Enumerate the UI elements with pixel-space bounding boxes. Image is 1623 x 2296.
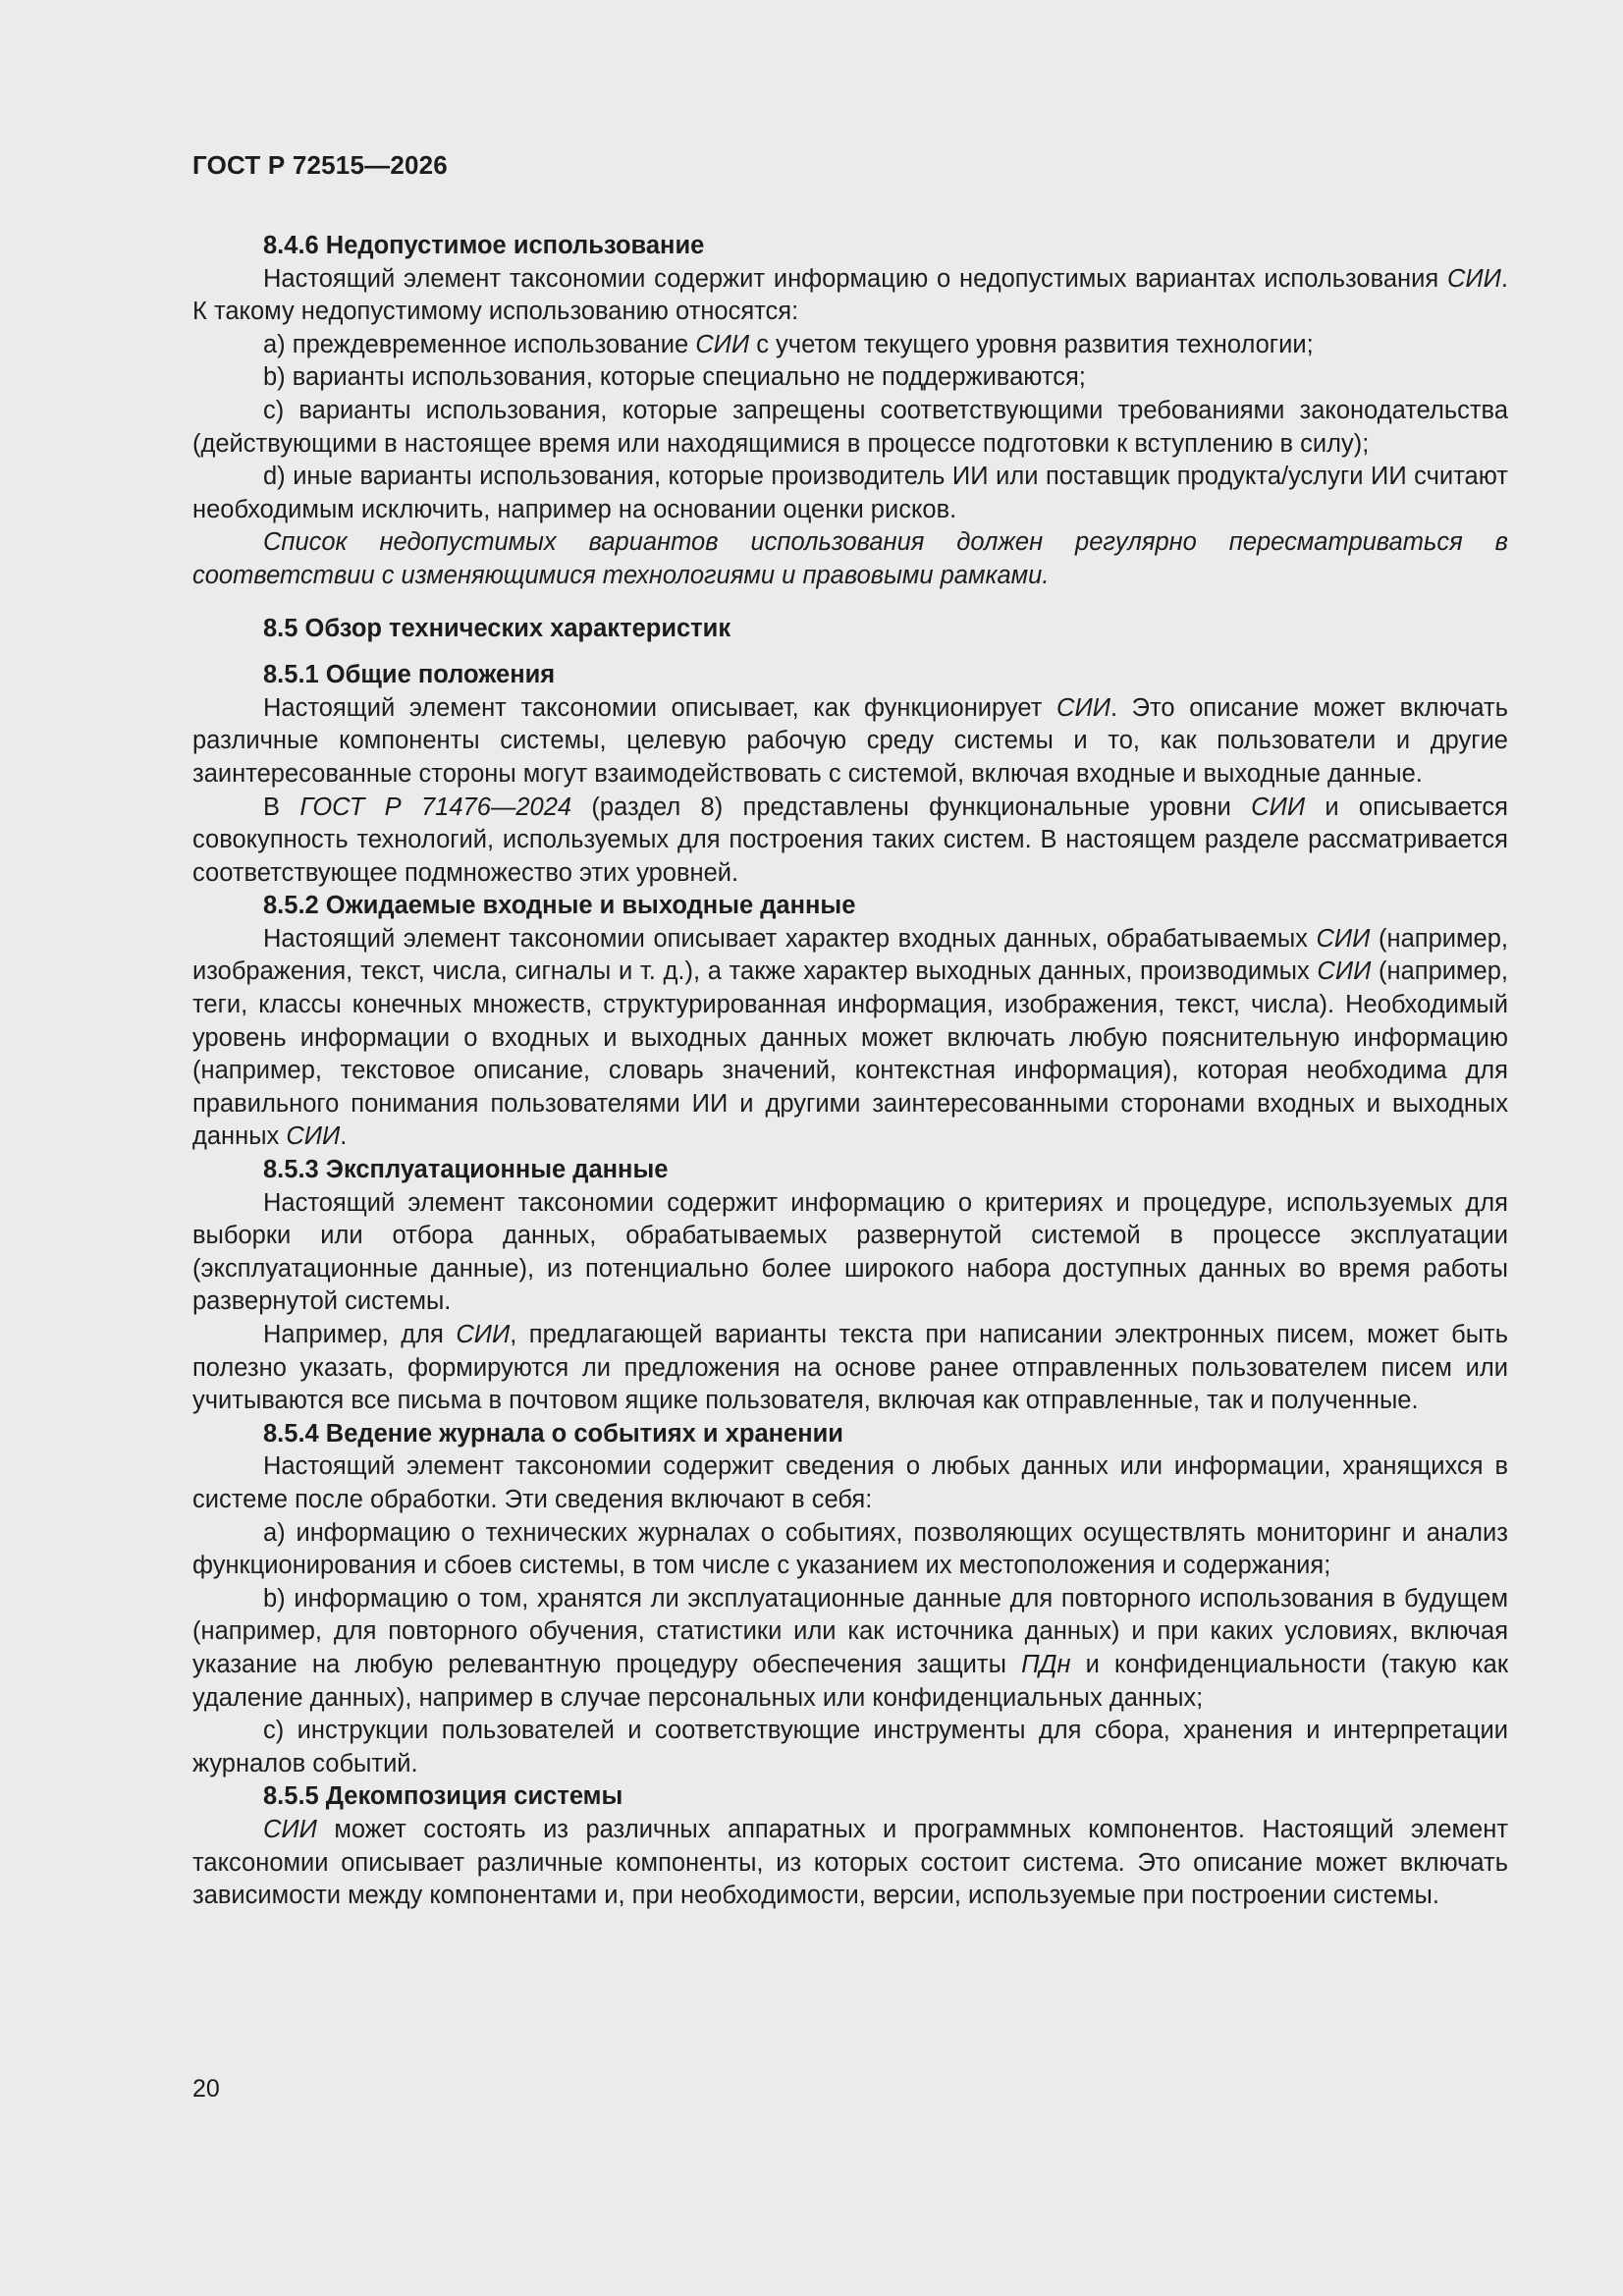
- paragraph: СИИ может состоять из различных аппаратных и программных компонентов. Настоящий элемент таксономии описывает различные компоненты, из которых состоит система. Это описание может включать зависимости между компонентами и, при необходимости, версии, используемые при построении системы.: [192, 1815, 1508, 1910]
- section-heading-8-5: 8.5 Обзор технических характеристик: [263, 614, 731, 642]
- section-heading-8-5-4: 8.5.4 Ведение журнала о событиях и хранении: [263, 1419, 843, 1448]
- list-item: c) варианты использования, которые запрещены соответствующими требованиями законодательства (действующими в настоящее время или находящимися в процессе подготовки к вступлению в силу);: [192, 396, 1508, 458]
- list-item: c) инструкции пользователей и соответствующие инструменты для сбора, хранения и интерпретации журналов событий.: [192, 1717, 1508, 1777]
- list-item: a) информацию о технических журналах о событиях, позволяющих осуществлять мониторинг и анализ функционирования и сбоев системы, в том числе с указанием их местоположения и содержания;: [192, 1518, 1508, 1580]
- list-item: a) преждевременное использование СИИ с учетом текущего уровня развития технологии;: [263, 330, 1314, 358]
- paragraph: Настоящий элемент таксономии описывает характер входных данных, обрабатываемых СИИ (например, изображения, текст, числа, сигналы и т. д.), а также характер выходных данных, производимых СИИ (например, теги, классы конечных множеств, структурированная информация, изображения, текст, числа). Необходимый уровень информации о входных и выходных данных может включать любую пояснительную информацию (например, текстовое описание, словарь значений, контекстная информация), которая необходима для правильного понимания пользователями ИИ и другими заинтересованными сторонами входных и выходных данных СИИ.: [192, 924, 1508, 1151]
- section-heading-8-5-3: 8.5.3 Эксплуатационные данные: [263, 1156, 669, 1184]
- paragraph: Настоящий элемент таксономии содержит сведения о любых данных или информации, хранящихся в системе после обработки. Эти сведения включают в себя:: [192, 1452, 1508, 1513]
- document-body: [192, 230, 1508, 1913]
- list-item: b) варианты использования, которые специально не поддерживаются;: [263, 363, 1086, 392]
- list-item: b) информацию о том, хранятся ли эксплуатационные данные для повторного использования в будущем (например, для повторного обучения, статистики или как источника данных) и при каких условиях, включая указание на любую релевантную процедуру обеспечения защиты ПДн и конфиденциальности (такую как удаление данных), например в случае персональных или конфиденциальных данных;: [192, 1584, 1508, 1712]
- paragraph: Настоящий элемент таксономии содержит информацию о критериях и процедуре, используемых для выборки или отбора данных, обрабатываемых развернутой системой в процессе эксплуатации (эксплуатационные данные), из потенциально более широкого набора доступных данных во время работы развернутой системы.: [192, 1188, 1508, 1316]
- section-heading-8-5-2: 8.5.2 Ожидаемые входные и выходные данные: [263, 892, 856, 920]
- paragraph: В ГОСТ Р 71476—2024 (раздел 8) представлены функциональные уровни СИИ и описывается совокупность технологий, используемых для построения таких систем. В настоящем разделе рассматривается соответствующее подмножество этих уровней.: [192, 793, 1508, 887]
- document-page: [192, 147, 1508, 1913]
- section-heading-8-4-6: 8.4.6 Недопустимое использование: [263, 232, 705, 259]
- note-paragraph: Список недопустимых вариантов использования должен регулярно пересматриваться в соответствии с изменяющимися технологиями и правовыми рамками.: [192, 528, 1508, 589]
- page-number: 20: [192, 2075, 220, 2103]
- section-heading-8-5-5: 8.5.5 Декомпозиция системы: [263, 1782, 623, 1811]
- paragraph: Например, для СИИ, предлагающей варианты текста при написании электронных писем, может быть полезно указать, формируются ли предложения на основе ранее отправленных пользователем писем или учитываются все письма в почтовом ящике пользователя, включая как отправленные, так и полученные.: [192, 1321, 1508, 1415]
- document-header-title: ГОСТ Р 72515—2026: [192, 150, 448, 180]
- list-item: d) иные варианты использования, которые производитель ИИ или поставщик продукта/услуги ИИ считают необходимым исключить, например на основании оценки рисков.: [192, 463, 1508, 523]
- paragraph: Настоящий элемент таксономии содержит информацию о недопустимых вариантах использования СИИ. К такому недопустимому использованию относятся:: [192, 264, 1508, 326]
- paragraph: Настоящий элемент таксономии описывает, как функционирует СИИ. Это описание может включать различные компоненты системы, целевую рабочую среду системы и то, как пользователи и другие заинтересованные стороны могут взаимодействовать с системой, включая входные и выходные данные.: [192, 693, 1508, 788]
- section-heading-8-5-1: 8.5.1 Общие положения: [263, 661, 556, 689]
